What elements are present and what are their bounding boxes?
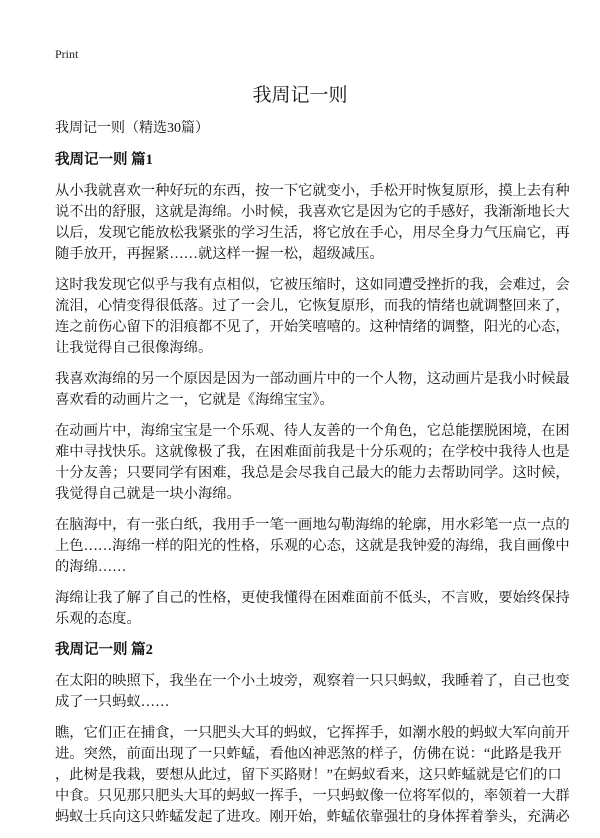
text-line: 海绵让我了解了自己的性格，更使我懂得在困难面前不低头，不言败，要始终保持 [55,590,570,606]
text-line: 喜欢看的动画片之一，它就是《海绵宝宝》。 [55,392,334,408]
text-line: 瞧，它们正在捕食，一只肥头大耳的蚂蚁，它挥挥手，如潮水般的蚂蚁大军向前开 [55,725,570,741]
section-heading: 我周记一则 篇2 [55,642,153,658]
text-line: 乐观的态度。 [55,611,141,627]
paragraph [55,369,570,411]
text-line: 我喜欢海绵的另一个原因是因为一部动画片中的一个人物，这动画片是我小时候最 [55,371,570,387]
paragraph [55,723,570,828]
text-line: 十分友善；只要同学有困难，我总是会尽我自己最大的能力去帮助同学。这时候， [55,465,570,481]
paragraph [55,515,570,578]
text-line: 中食。只见那只肥头大耳的蚂蚁一挥手，一只蚂蚁像一位将军似的，率领着一大群 [55,788,570,804]
page-title: 我周记一则 [252,85,348,106]
text-line: 难中寻找快乐。这就像极了我，在困难面前我是十分乐观的；在学校中我待人也是 [55,444,570,460]
document-subtitle: 我周记一则（精选30篇） [55,121,209,136]
text-line: 在动画片中，海绵宝宝是一个乐观、待人友善的一个角色，它总能摆脱困境，在困 [55,423,570,439]
text-line: 说不出的舒服，这就是海绵。小时候，我喜欢它是因为它的手感好，我渐渐地长大 [55,204,570,220]
text-line: 流泪，心情变得很低落。过了一会儿，它恢复原形，而我的情绪也就调整回来了， [55,298,570,314]
text-line: 这时我发现它似乎与我有点相似，它被压缩时，这如同遭受挫折的我，会难过，会 [55,277,570,293]
text-line: 连之前伤心留下的泪痕都不见了，开始笑嘻嘻的。这种情绪的调整，阳光的心态， [55,319,570,335]
paragraph [55,671,570,713]
text-line: 随手放开，再握紧……就这样一握一松，超级减压。 [55,246,384,262]
text-line: 在脑海中，有一张白纸，我用手一笔一画地勾勒海绵的轮廓，用水彩笔一点一点的 [55,517,570,533]
text-line: 进。突然，前面出现了一只蚱蜢，看他凶神恶煞的样子，仿佛在说：“此路是我开 [55,746,562,762]
text-line: 从小我就喜欢一种好玩的东西，按一下它就变小，手松开时恢复原形，摸上去有种 [55,183,570,199]
text-line: 的海绵…… [55,559,127,575]
text-line: 以后，发现它能放松我紧张的学习生活，将它放在手心，用尽全身力气压扁它，再 [55,225,570,241]
paragraph [55,275,570,359]
section-heading: 我周记一则 篇1 [55,152,153,168]
text-line: 让我觉得自己很像海绵。 [55,340,213,356]
paragraph [55,588,570,630]
document-body [55,119,570,838]
print-link[interactable]: Print [55,47,79,61]
text-line: 在太阳的映照下，我坐在一个小土坡旁，观察着一只只蚂蚁，我睡着了，自己也变 [55,673,570,689]
paragraph [55,421,570,505]
text-line: 成了一只蚂蚁…… [55,694,170,710]
paragraph [55,181,570,265]
text-line: 蚂蚁士兵向这只蚱蜢发起了进攻。刚开始，蚱蜢依靠强壮的身体挥着拳头，充满必 [55,809,570,825]
text-line: 上色……海绵一样的阳光的性格，乐观的心态，这就是我钟爱的海绵，我自画像中 [55,538,570,554]
text-line: ，此树是我栽，要想从此过，留下买路财！”在蚂蚁看来，这只蚱蜢就是它们的口 [55,767,562,783]
text-line: 我觉得自己就是一块小海绵。 [55,486,241,502]
